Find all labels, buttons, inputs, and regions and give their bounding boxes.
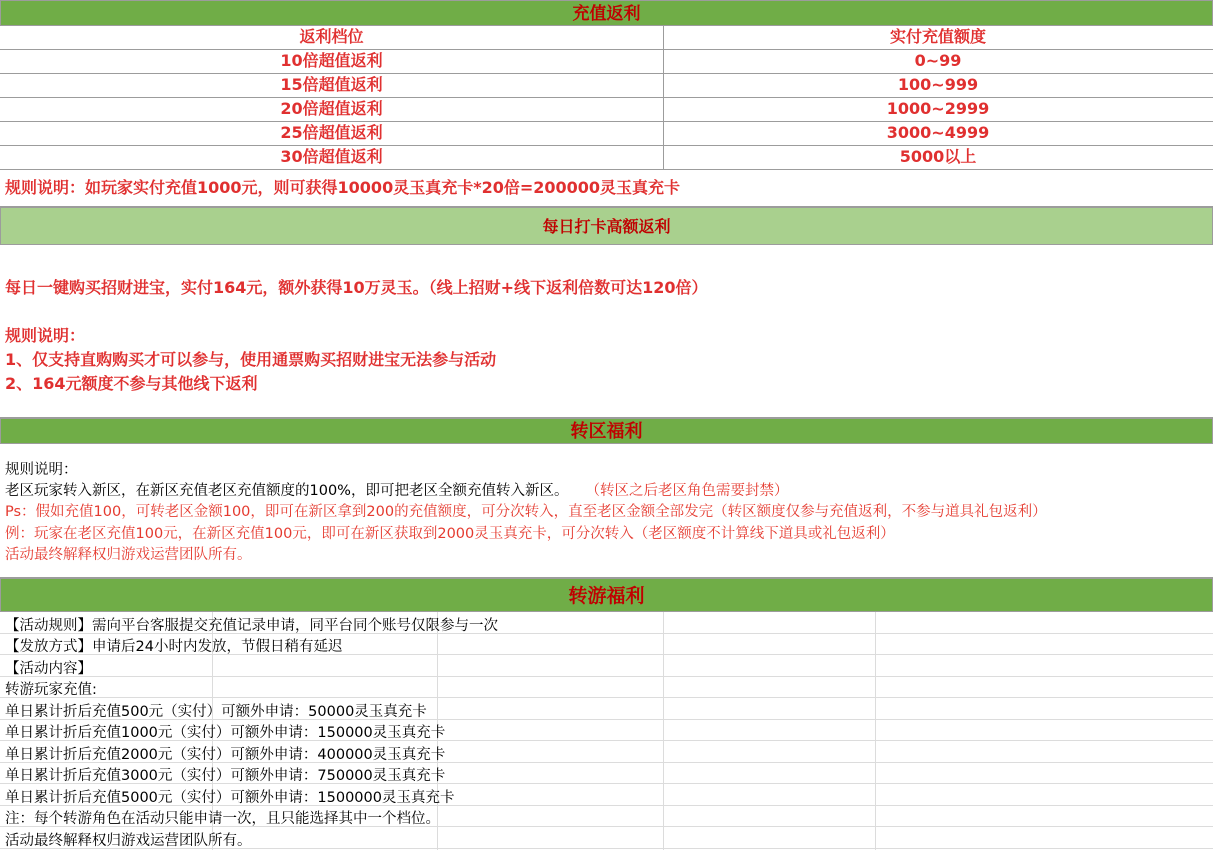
amount-cell[interactable]: 3000~4999 <box>886 123 990 142</box>
section1-title: 充值返利 <box>572 4 641 24</box>
section2-rule1: 1、仅支持直购购买才可以参与，使用通票购买招财进宝无法参与活动 <box>5 350 497 369</box>
section1-rule-text: 规则说明：如玩家实付充值1000元，则可获得10000灵玉真充卡*20倍=200000灵玉真充卡 <box>5 178 681 197</box>
amount-cell[interactable]: 5000以上 <box>899 147 977 166</box>
section2-rule-title: 规则说明： <box>5 326 86 345</box>
col-header-amount[interactable]: 实付充值额度 <box>889 27 986 46</box>
col-header-tier[interactable]: 返利档位 <box>0 26 664 49</box>
section4-line[interactable]: 单日累计折后充值1000元（实付）可额外申请：150000灵玉真充卡 <box>5 725 446 741</box>
section3-line2 <box>5 479 789 500</box>
row-line <box>0 676 1213 677</box>
section3-line2-main: 老区玩家转入新区，在新区充值老区充值额度的100%，即可把老区全额充值转入新区。 <box>5 483 569 499</box>
section4-line[interactable]: 单日累计折后充值3000元（实付）可额外申请：750000灵玉真充卡 <box>5 768 446 784</box>
section2-header[interactable] <box>0 207 1213 245</box>
amount-cell[interactable]: 1000~2999 <box>886 99 990 118</box>
section4-line[interactable]: 【活动内容】 <box>5 661 92 677</box>
section4-line[interactable]: 单日累计折后充值5000元（实付）可额外申请：1500000灵玉真充卡 <box>5 790 455 806</box>
section3-line1: 规则说明： <box>5 462 78 478</box>
tier-cell[interactable]: 20倍超值返利 <box>0 98 664 121</box>
section4-line[interactable]: 【发放方式】申请后24小时内发放，节假日稍有延迟 <box>5 639 343 655</box>
section3-header[interactable] <box>0 418 1213 444</box>
section1-header[interactable] <box>0 0 1213 26</box>
section3-line2-note: （转区之后老区角色需要封禁） <box>585 483 789 499</box>
section3-line4: 例：玩家在老区充值100元，在新区充值100元，即可在新区获取到2000灵玉真充卡，可分次转入（老区额度不计算线下道具或礼包返利） <box>5 526 895 542</box>
section2-title: 每日打卡高额返利 <box>542 217 671 236</box>
section2-rule2: 2、164元额度不参与其他线下返利 <box>5 374 258 393</box>
table-row[interactable] <box>0 74 1213 98</box>
section4-line[interactable]: 单日累计折后充值2000元（实付）可额外申请：400000灵玉真充卡 <box>5 747 446 763</box>
section4-header[interactable] <box>0 578 1213 612</box>
section1-rule-row[interactable] <box>0 170 1213 207</box>
section2-body[interactable] <box>0 245 1213 418</box>
amount-cell[interactable]: 0~99 <box>914 51 962 70</box>
row-line <box>0 697 1213 698</box>
section4-line[interactable]: 单日累计折后充值500元（实付）可额外申请：50000灵玉真充卡 <box>5 704 427 720</box>
section4-line[interactable]: 活动最终解释权归游戏运营团队所有。 <box>5 833 252 849</box>
section4-line[interactable]: 转游玩家充值: <box>5 682 97 698</box>
tier-cell[interactable]: 15倍超值返利 <box>0 74 664 97</box>
section3-title: 转区福利 <box>570 421 643 442</box>
section1-column-header-row[interactable] <box>0 26 1213 50</box>
amount-cell[interactable]: 100~999 <box>897 75 979 94</box>
table-row[interactable] <box>0 98 1213 122</box>
section3-body[interactable] <box>0 444 1213 578</box>
tier-cell[interactable]: 10倍超值返利 <box>0 50 664 73</box>
section4-line[interactable]: 【活动规则】需向平台客服提交充值记录申请，同平台同个账号仅限参与一次 <box>5 618 498 634</box>
tier-cell[interactable]: 25倍超值返利 <box>0 122 664 145</box>
table-row[interactable] <box>0 50 1213 74</box>
table-row[interactable] <box>0 146 1213 170</box>
section2-line1: 每日一键购买招财进宝，实付164元，额外获得10万灵玉。（线上招财+线下返利倍数可达120倍） <box>5 278 708 297</box>
section4-title: 转游福利 <box>568 585 645 607</box>
tier-cell[interactable]: 30倍超值返利 <box>0 146 664 169</box>
section3-line3: Ps：假如充值100，可转老区金额100，即可在新区拿到200的充值额度，可分次转入，直至老区金额全部发完（转区额度仅参与充值返利，不参与道具礼包返利） <box>5 504 1047 520</box>
section3-line5: 活动最终解释权归游戏运营团队所有。 <box>5 547 252 563</box>
section4-line[interactable]: 注：每个转游角色在活动只能申请一次，且只能选择其中一个档位。 <box>5 811 440 827</box>
table-row[interactable] <box>0 122 1213 146</box>
section4-body[interactable] <box>0 612 1213 850</box>
